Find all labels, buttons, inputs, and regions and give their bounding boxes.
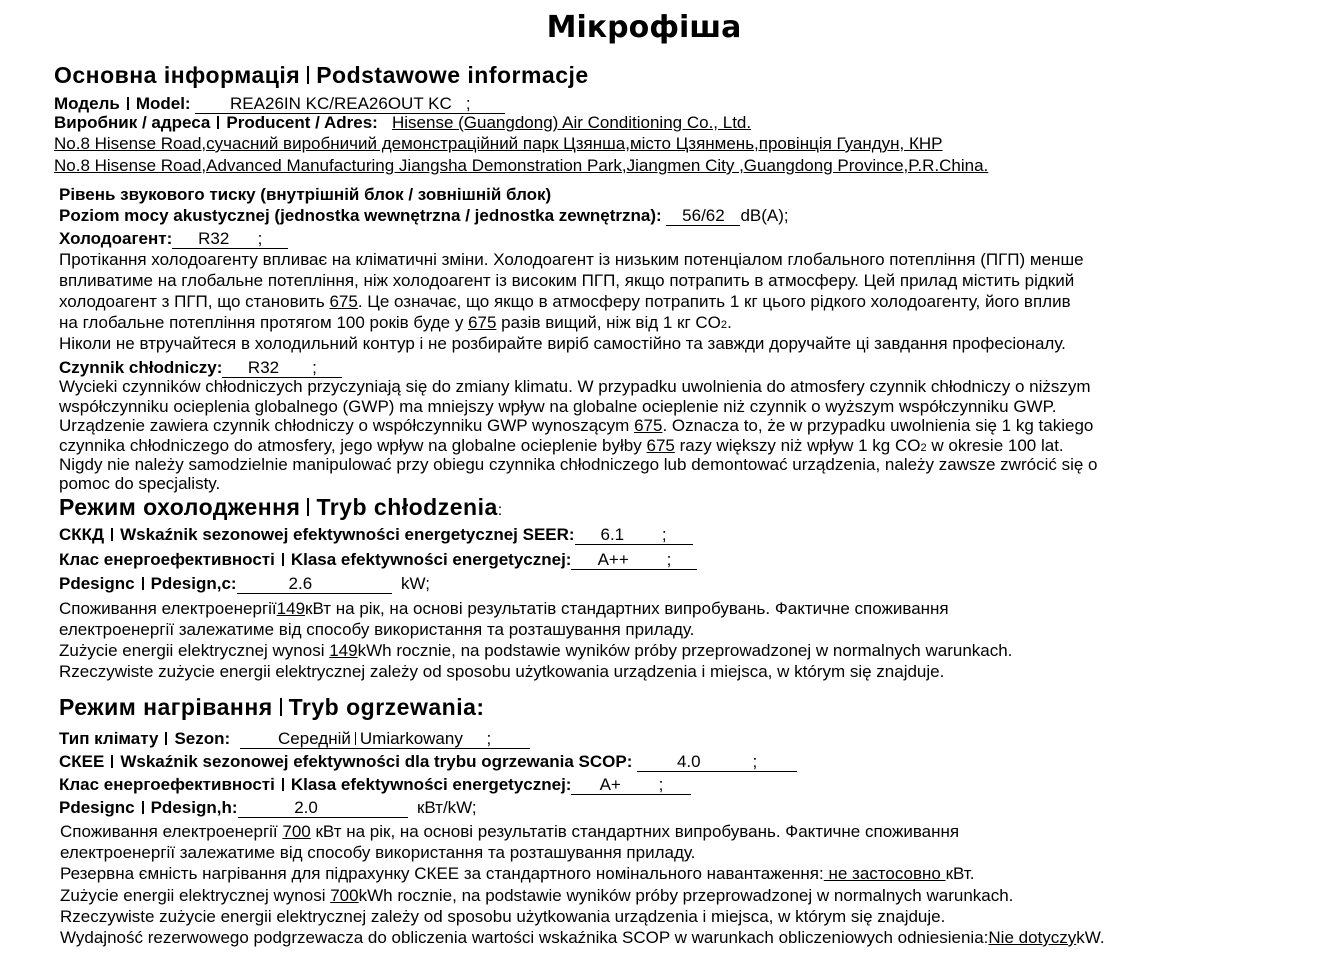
heating-class-value bbox=[571, 776, 691, 795]
co2-subscript: 2 bbox=[920, 442, 927, 454]
address-en-prefix: No.8 Hisense Road bbox=[54, 156, 202, 175]
cooling-class-row bbox=[59, 550, 697, 570]
refrigerant-ua-semicolon: ; bbox=[257, 229, 263, 248]
heating-h4 bbox=[60, 886, 1013, 906]
heating-h3 bbox=[60, 864, 974, 884]
cooling-c1 bbox=[59, 599, 949, 619]
sound-value: 56/62 bbox=[666, 207, 740, 226]
refrigerant-pl-label: Czynnik chłodniczy: bbox=[59, 358, 223, 377]
heading-separator bbox=[280, 698, 282, 716]
cooling-pdesign-row bbox=[59, 574, 430, 594]
heating-energy-value: 700 bbox=[282, 822, 311, 841]
cooling-c1b: кВт на рік, на основі результатів стандартних випробувань. Фактичне споживання bbox=[305, 599, 949, 618]
gwp-value: 675 bbox=[468, 313, 497, 332]
sound-row bbox=[59, 206, 789, 226]
cooling-c3 bbox=[59, 641, 1012, 661]
label-separator bbox=[165, 732, 167, 745]
heating-class-value-text: A+ bbox=[599, 775, 621, 794]
label-separator bbox=[111, 528, 113, 541]
heating-h6b: kW. bbox=[1076, 928, 1105, 947]
cooling-class-label-pl: Klasa efektywności energetycznej: bbox=[290, 550, 572, 569]
refrigerant-pl-value bbox=[222, 359, 342, 378]
gwp-value: 675 bbox=[329, 292, 358, 311]
refrigerant-pl-p2: współczynniku ocieplenia globalnego (GWP) ma mniejszy wpływ na globalne ocieplenie niż czynnik o wyższym współczynniku GWP. bbox=[59, 397, 1057, 416]
address-en-rest: ,Advanced Manufacturing Jiangsha Demonstration Park,Jiangmen City ,Guangdong Province,P.R.China. bbox=[201, 156, 989, 175]
model-label-pl: Model: bbox=[135, 94, 191, 113]
scop-value bbox=[637, 753, 797, 772]
heating-h6 bbox=[60, 928, 1105, 948]
seer-row bbox=[59, 525, 693, 545]
label-separator bbox=[111, 755, 113, 768]
label-separator bbox=[127, 97, 129, 110]
model-semicolon: ; bbox=[465, 94, 471, 113]
heating-energy-value: 700 bbox=[330, 886, 359, 905]
heating-pdesign-unit: кВт/kW; bbox=[416, 798, 477, 817]
heating-class-semicolon: ; bbox=[658, 775, 664, 794]
heating-heading-pl: Tryb ogrzewania: bbox=[288, 694, 485, 720]
model-value bbox=[195, 95, 505, 114]
refrigerant-pl-p4d: w okresie 100 lat. bbox=[926, 436, 1064, 455]
sound-unit: dB(A); bbox=[740, 206, 789, 225]
refrigerant-ua-p4d: . bbox=[727, 313, 732, 332]
cooling-class-label-ua: Клас енергоефективності bbox=[59, 550, 275, 569]
cooling-pdesign-unit: kW; bbox=[401, 574, 430, 593]
heating-pdesign-value-text: 2.0 bbox=[294, 798, 318, 817]
climate-value-pl: Umiarkowany bbox=[359, 729, 463, 748]
heating-h3b: кВт. bbox=[945, 864, 975, 883]
seer-value-text: 6.1 bbox=[600, 525, 625, 544]
refrigerant-ua-p1: Протікання холодоагенту впливає на кліматичні зміни. Холодоагент із низьким потенціалом глобального потепління (ПГП) менше bbox=[59, 250, 1084, 269]
refrigerant-pl-p4 bbox=[59, 436, 1064, 456]
cooling-pdesign-value-text: 2.6 bbox=[288, 574, 313, 593]
gwp-value: 675 bbox=[634, 416, 663, 435]
basic-heading-ua: Основна інформація bbox=[54, 62, 301, 88]
heating-h4b: kWh rocznie, na podstawie wyników próby przeprowadzonej w normalnych warunkach. bbox=[358, 886, 1014, 905]
heading-separator bbox=[307, 498, 309, 516]
refrigerant-pl-value-text: R32 bbox=[247, 358, 280, 377]
cooling-class-value-text: A++ bbox=[597, 550, 629, 569]
heating-h3a: Резервна ємність нагрівання для підрахунку СКЕЕ за стандартного номінального навантаження: bbox=[60, 864, 824, 883]
refrigerant-ua-p4a: на глобальне потепління протягом 100 років буде у bbox=[59, 313, 469, 332]
heating-class-label-pl: Klasa efektywności energetycznej: bbox=[290, 775, 572, 794]
producer-label-ua: Виробник / адреса bbox=[54, 113, 211, 132]
cooling-heading-colon: : bbox=[497, 502, 503, 519]
refrigerant-pl-p3a: Urządzenie zawiera czynnik chłodniczy o współczynniku GWP wynoszącym bbox=[59, 416, 635, 435]
scop-row bbox=[59, 752, 797, 772]
cooling-heading-pl: Tryb chłodzenia bbox=[316, 494, 498, 520]
seer-value bbox=[575, 526, 693, 545]
refrigerant-ua-p2: впливатиме на глобальне потепління, ніж холодоагент із високим ПГП, якщо потрапить в атмосферу. Цей прилад містить рідкий bbox=[59, 271, 1075, 290]
cooling-heading-ua: Режим охолодження bbox=[59, 494, 301, 520]
cooling-pdesign-value bbox=[237, 575, 392, 594]
scop-value-text: 4.0 bbox=[676, 752, 701, 771]
heating-class-label-ua: Клас енергоефективності bbox=[59, 775, 275, 794]
refrigerant-ua-value bbox=[172, 230, 288, 249]
refrigerant-ua-label: Холодоагент: bbox=[59, 229, 173, 248]
climate-row bbox=[59, 729, 530, 749]
refrigerant-ua-p3b: . Це означає, що якщо в атмосферу потрапить 1 кг цього рідкого холодоагенту, його вплив bbox=[357, 292, 1071, 311]
climate-value-ua: Середній bbox=[278, 729, 351, 748]
heating-class-row bbox=[59, 775, 691, 795]
address-ua bbox=[54, 134, 943, 154]
heating-pdesign-row bbox=[59, 798, 477, 818]
page-title: Мікрофіша bbox=[546, 10, 742, 45]
refrigerant-ua-row bbox=[59, 229, 288, 249]
seer-label-ua: СККД bbox=[59, 525, 105, 544]
heating-h1 bbox=[60, 822, 959, 842]
refrigerant-pl-row bbox=[59, 358, 342, 378]
basic-heading-pl: Podstawowe informacje bbox=[316, 62, 589, 88]
label-separator bbox=[217, 116, 219, 129]
backup-capacity-ua: не застосовно bbox=[823, 864, 946, 883]
climate-value bbox=[240, 730, 530, 749]
cooling-heading bbox=[59, 494, 503, 520]
producer-row bbox=[54, 113, 751, 133]
heating-heading bbox=[59, 694, 485, 720]
sound-label-pl: Poziom mocy akustycznej (jednostka wewnętrzna / jednostka zewnętrzna): bbox=[59, 206, 662, 225]
heading-separator bbox=[307, 66, 309, 84]
scop-semicolon: ; bbox=[752, 752, 758, 771]
cooling-c2: електроенергії залежатиме від способу використання та розташування приладу. bbox=[59, 620, 695, 639]
refrigerant-pl-p3 bbox=[59, 416, 1093, 436]
label-separator bbox=[142, 801, 144, 814]
climate-semicolon: ; bbox=[486, 729, 492, 748]
cooling-class-value bbox=[571, 551, 697, 570]
cooling-pdesign-label-pl: Pdesign,c: bbox=[150, 574, 237, 593]
address-en bbox=[54, 156, 988, 176]
heating-h1a: Споживання електроенергії bbox=[60, 822, 283, 841]
cooling-c3b: kWh rocznie, na podstawie wyników próby przeprowadzonej w normalnych warunkach. bbox=[357, 641, 1013, 660]
label-separator bbox=[282, 778, 284, 791]
co2-subscript: 2 bbox=[720, 319, 728, 331]
producer-label-pl: Producent / Adres: bbox=[226, 113, 378, 132]
scop-label-pl: Wskaźnik sezonowej efektywności dla trybu ogrzewania SCOP: bbox=[120, 752, 633, 771]
model-row bbox=[54, 94, 505, 114]
cooling-energy-value: 149 bbox=[276, 599, 306, 618]
heating-pdesign-label-ua: Pdesignc bbox=[59, 798, 135, 817]
climate-label-ua: Тип клімату bbox=[59, 729, 159, 748]
scop-label-ua: СКЕЕ bbox=[59, 752, 105, 771]
cooling-c3a: Zużycie energii elektrycznej wynosi bbox=[59, 641, 330, 660]
model-label-ua: Модель bbox=[54, 94, 120, 113]
refrigerant-ua-p4 bbox=[59, 313, 732, 333]
cooling-class-semicolon: ; bbox=[666, 550, 672, 569]
value-separator bbox=[355, 732, 356, 745]
model-value-text: REA26IN KC/REA26OUT KC bbox=[230, 94, 452, 113]
refrigerant-ua-value-text: R32 bbox=[198, 229, 230, 248]
heating-h1b: кВт на рік, на основі результатів стандартних випробувань. Фактичне споживання bbox=[310, 822, 960, 841]
backup-capacity-pl: Nie dotyczy bbox=[988, 928, 1077, 947]
seer-semicolon: ; bbox=[661, 525, 667, 544]
climate-label-pl: Sezon: bbox=[174, 729, 231, 748]
refrigerant-pl-p5: Nigdy nie należy samodzielnie manipulować przy obiegu czynnika chłodniczego lub demontować urządzenia, należy zawsze zwrócić się o bbox=[59, 455, 1098, 474]
basic-info-heading bbox=[54, 62, 589, 88]
refrigerant-pl-semicolon: ; bbox=[312, 358, 317, 377]
cooling-c1a: Споживання електроенергії bbox=[59, 599, 277, 618]
refrigerant-ua-p3 bbox=[59, 292, 1071, 312]
refrigerant-pl-p4b: razy większy niż wpływ 1 kg CO bbox=[674, 436, 921, 455]
heating-h5: Rzeczywiste zużycie energii elektrycznej zależy od sposobu użytkowania urządzenia i miejsca, w którym się znajduje. bbox=[60, 907, 946, 926]
cooling-c4: Rzeczywiste zużycie energii elektrycznej zależy od sposobu użytkowania urządzenia i miejsca, w którym się znajduje. bbox=[59, 662, 945, 681]
refrigerant-pl-p6: pomoc do specjalisty. bbox=[59, 474, 221, 493]
heating-h6a: Wydajność rezerwowego podgrzewacza do obliczenia wartości wskaźnika SCOP w warunkach obliczeniowych odniesienia: bbox=[60, 928, 989, 947]
heating-h2: електроенергії залежатиме від способу використання та розташування приладу. bbox=[60, 843, 696, 862]
producer-value: Hisense (Guangdong) Air Conditioning Co., Ltd. bbox=[392, 113, 752, 132]
refrigerant-pl-p3b: . Oznacza to, że w przypadku uwolnienia się 1 kg takiego bbox=[662, 416, 1094, 435]
refrigerant-ua-p5: Ніколи не втручайтеся в холодильний контур і не розбирайте виріб самостійно та завжди доручайте ці завдання професіоналу. bbox=[59, 334, 1066, 353]
heating-pdesign-value bbox=[238, 799, 408, 818]
seer-label-pl: Wskaźnik sezonowej efektywności energetycznej SEER: bbox=[120, 525, 575, 544]
refrigerant-ua-p4b: разів вищий, ніж від 1 кг CO bbox=[496, 313, 721, 332]
refrigerant-pl-p4a: czynnika chłodniczego do atmosfery, jego wpływ na globalne ocieplenie byłby bbox=[59, 436, 647, 455]
label-separator bbox=[142, 577, 144, 590]
cooling-energy-value: 149 bbox=[329, 641, 358, 660]
sound-label-ua: Рівень звукового тиску (внутрішній блок / зовнішній блок) bbox=[59, 185, 552, 204]
heating-pdesign-label-pl: Pdesign,h: bbox=[150, 798, 238, 817]
heating-h4a: Zużycie energii elektrycznej wynosi bbox=[60, 886, 331, 905]
label-separator bbox=[282, 553, 284, 566]
refrigerant-ua-p3a: холодоагент з ПГП, що становить bbox=[59, 292, 330, 311]
cooling-pdesign-label-ua: Pdesignc bbox=[59, 574, 135, 593]
refrigerant-pl-p1: Wycieki czynników chłodniczych przyczyniają się do zmiany klimatu. W przypadku uwolnienia do atmosfery czynnik chłodniczy o niższym bbox=[59, 377, 1091, 396]
address-ua-rest: ,сучасний виробничий демонстраційний парк Цзянша,місто Цзянмень,провінція Гуандун, КНР bbox=[201, 134, 943, 153]
gwp-value: 675 bbox=[646, 436, 675, 455]
address-ua-prefix: No.8 Hisense Road bbox=[54, 134, 202, 153]
heating-heading-ua: Режим нагрівання bbox=[59, 694, 273, 720]
